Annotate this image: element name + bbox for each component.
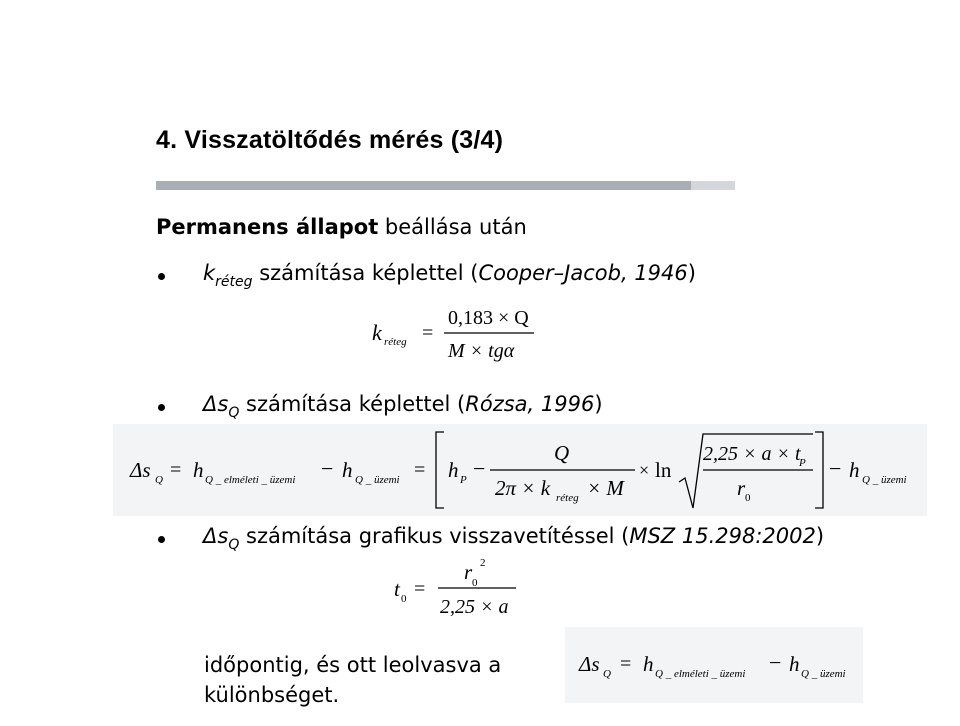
f2-minus-1: − xyxy=(321,456,334,481)
f2-frac-num: Q xyxy=(554,441,570,465)
f2-minus-2: − xyxy=(473,456,486,481)
f2-sub-uzemi-1: Q _ üzemi xyxy=(355,474,400,486)
bullet-2 xyxy=(203,392,603,421)
f2-delta-s: Δs xyxy=(130,458,151,482)
f1-eq: = xyxy=(422,322,434,344)
bullet-2-symbol: Δs xyxy=(203,392,229,416)
title-underline-end xyxy=(691,181,735,190)
f2-minus-3: − xyxy=(829,456,842,481)
bullet-2-subscript: Q xyxy=(228,405,240,421)
subheading-rest: beállása után xyxy=(378,215,527,239)
subheading xyxy=(156,215,527,239)
formula-k-reteg xyxy=(364,296,548,369)
f1-num: 0,183 × Q xyxy=(448,307,529,329)
f3-num-sub: 0 xyxy=(472,577,478,589)
slide-title: 4. Visszatöltődés mérés (3/4) xyxy=(156,126,504,154)
f2-ln: ln xyxy=(655,458,672,482)
formula-delta-s-rozsa-svg xyxy=(113,424,927,516)
f1-lhs-sub: réteg xyxy=(384,336,407,348)
f4-sub-elmeleti: Q _ elméleti _ üzemi xyxy=(655,668,746,680)
f4-minus: − xyxy=(769,650,782,675)
f4-sub-uzemi: Q _ üzemi xyxy=(801,668,846,680)
f2-h-2: h xyxy=(342,458,353,482)
f4-h-1: h xyxy=(643,652,654,676)
f2-sub-uzemi-2: Q _ üzemi xyxy=(862,474,907,486)
f3-lhs-sub: 0 xyxy=(401,593,407,605)
bullet-3-subscript: Q xyxy=(228,537,240,553)
f2-h-4: h xyxy=(849,458,860,482)
bullet-dot-2 xyxy=(158,404,165,411)
formula-t0-svg xyxy=(380,552,530,624)
bullet-3-reference: MSZ 15.298:2002 xyxy=(629,524,816,548)
f4-eq: = xyxy=(620,653,632,675)
bullet-1-text: számítása képlettel ( xyxy=(252,261,479,285)
f1-den: M × tgα xyxy=(448,340,515,362)
f2-times: × xyxy=(639,460,650,480)
f2-root-num-sub: P xyxy=(799,457,806,469)
f2-sub-q: Q xyxy=(155,474,163,486)
bullet-1-subscript: réteg xyxy=(215,274,253,290)
f2-h-3: h xyxy=(448,458,459,482)
f2-root-den-sub: 0 xyxy=(745,492,751,504)
subheading-bold: Permanens állapot xyxy=(156,215,379,239)
bullet-3-close: ) xyxy=(815,524,825,548)
f2-root-num: 2,25 × a × t xyxy=(703,443,801,465)
bullet-3 xyxy=(203,524,825,553)
bullet-1 xyxy=(203,261,696,290)
f4-sub-q: Q xyxy=(603,668,611,680)
bullet-3-symbol: Δs xyxy=(203,524,229,548)
f2-eq-1: = xyxy=(170,459,182,481)
formula-k-reteg-svg xyxy=(364,296,548,369)
bullet-2-text: számítása képlettel ( xyxy=(239,392,466,416)
f4-delta-s: Δs xyxy=(579,652,600,676)
bullet-1-reference: Cooper–Jacob, 1946 xyxy=(478,261,688,285)
bullet-1-close: ) xyxy=(687,261,696,285)
formula-delta-s-short xyxy=(565,627,863,703)
f2-eq-2: = xyxy=(414,459,426,481)
f4-h-2: h xyxy=(789,652,800,676)
f2-root-den: r xyxy=(737,476,746,500)
title-underline xyxy=(156,181,691,190)
formula-delta-s-short-svg xyxy=(565,627,863,703)
f2-sub-elmeleti: Q _ elméleti _ üzemi xyxy=(205,474,296,486)
formula-delta-s-rozsa xyxy=(113,424,927,516)
bottom-text xyxy=(204,650,501,710)
bullet-2-reference: Rózsa, 1996 xyxy=(465,392,595,416)
f3-den: 2,25 × a xyxy=(440,596,509,618)
f2-frac-den-a: 2π × k xyxy=(495,476,551,500)
bullet-dot-3 xyxy=(158,536,165,543)
f3-num-sup: 2 xyxy=(480,557,486,569)
f2-h-1: h xyxy=(193,458,204,482)
f3-num: r xyxy=(464,560,473,584)
f2-sub-p: P xyxy=(460,474,467,486)
f3-eq: = xyxy=(414,578,426,600)
bullet-3-text: számítása grafikus visszavetítéssel ( xyxy=(239,524,630,548)
bottom-text-line-2: különbséget. xyxy=(204,683,340,707)
bottom-text-line-1: időpontig, és ott leolvasva a xyxy=(204,653,502,677)
f3-lhs: t xyxy=(394,577,400,601)
bullet-2-close: ) xyxy=(594,392,603,416)
bullet-dot-1 xyxy=(158,273,165,280)
formula-t0 xyxy=(380,552,530,624)
f1-lhs: k xyxy=(372,320,382,345)
f2-frac-den-b: × M xyxy=(587,476,624,500)
f2-frac-den-sub: réteg xyxy=(556,492,579,504)
bullet-1-symbol: k xyxy=(203,261,216,285)
